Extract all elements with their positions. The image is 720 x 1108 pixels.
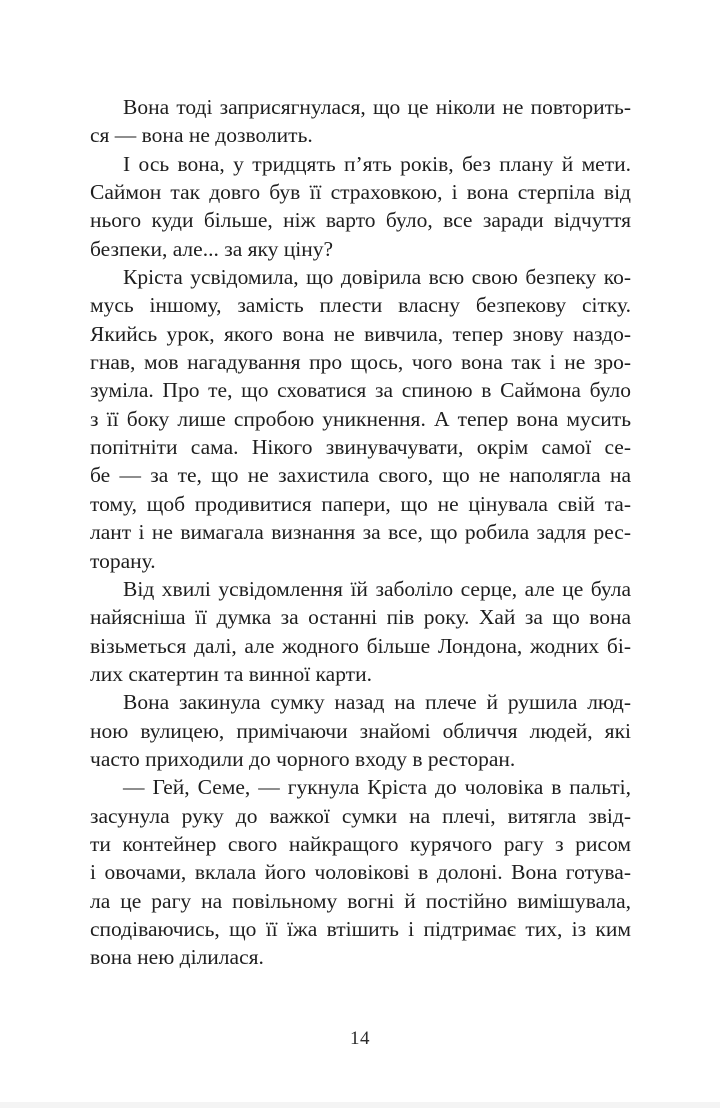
text-line: гнав, мов нагадування про щось, чого вона так і не зро- — [90, 350, 631, 375]
text-line: ла це рагу на повільному вогні й постійно вимішувала, — [90, 888, 631, 913]
paragraph — [90, 575, 631, 688]
text-line: І ось вона, у тридцять п’ять років, без плану й мети. — [123, 151, 631, 176]
text-line: попітніти сама. Нікого звинувачувати, окрім самої се- — [90, 435, 631, 460]
page-bottom-edge — [0, 1102, 720, 1108]
text-line: лант і не вимагала визнання за все, що робила задля рес- — [90, 520, 631, 545]
text-line: Вона тоді заприсягнулася, що це ніколи не повторить- — [123, 95, 631, 119]
text-line: бе — за те, що не захистила свого, що не наполягла на — [90, 463, 631, 488]
text-line: візьметься далі, але жодного більше Лондона, жодних бі- — [90, 633, 631, 658]
paragraph — [90, 688, 631, 773]
page-number: 14 — [350, 1028, 370, 1049]
text-line: тому, щоб продивитися папери, що не цінувала свій та- — [90, 491, 631, 516]
text-line: Кріста усвідомила, що довірила всю свою безпеку ко- — [123, 265, 631, 290]
text-line: Якийсь урок, якого вона не вивчила, тепер знову наздо- — [90, 321, 631, 346]
text-line: лих скатертин та винної карти. — [90, 661, 372, 686]
text-line: засунула руку до важкої сумки на плечі, витягла звід- — [90, 803, 631, 828]
text-line: з її боку лише спробою уникнення. А тепер вона мусить — [90, 406, 631, 431]
text-line: Саймон так довго був її страховкою, і вона стерпіла від — [90, 180, 631, 205]
text-line: ти контейнер свого найкращого курячого рагу з рисом — [90, 831, 631, 856]
text-line: безпеки, але... за яку ціну? — [90, 236, 334, 261]
paragraph — [90, 150, 631, 263]
text-line: Від хвилі усвідомлення їй заболіло серце, але це була — [123, 576, 631, 601]
text-line: Вона закинула сумку назад на плече й рушила люд- — [123, 690, 631, 715]
text-line: ся — вона не дозволить. — [90, 123, 313, 148]
text-line: часто приходили до чорного входу в ресторан. — [90, 746, 516, 771]
text-line: торану. — [90, 548, 156, 573]
text-line: нього куди більше, ніж варто було, все заради відчуття — [90, 208, 631, 233]
text-line: і овочами, вклала його чоловікові в долоні. Вона готува- — [90, 860, 631, 885]
text-line: зуміла. Про те, що сховатися за спиною в Саймона було — [90, 378, 631, 403]
text-line: найясніша її думка за останні пів року. Хай за що вона — [90, 605, 631, 630]
text-block — [90, 93, 631, 972]
text-line: ною вулицею, примічаючи знайомі обличчя людей, які — [90, 718, 631, 743]
text-line: сподіваючись, що її їжа втішить і підтримає тих, із ким — [90, 916, 631, 941]
paragraph — [90, 93, 631, 150]
paragraph — [90, 263, 631, 575]
text-line: вона нею ділилася. — [90, 945, 264, 970]
text-line: — Гей, Семе, — гукнула Кріста до чоловіка в пальті, — [123, 775, 631, 800]
text-line: мусь іншому, замість плести власну безпекову сітку. — [90, 293, 631, 318]
paragraph — [90, 773, 631, 971]
